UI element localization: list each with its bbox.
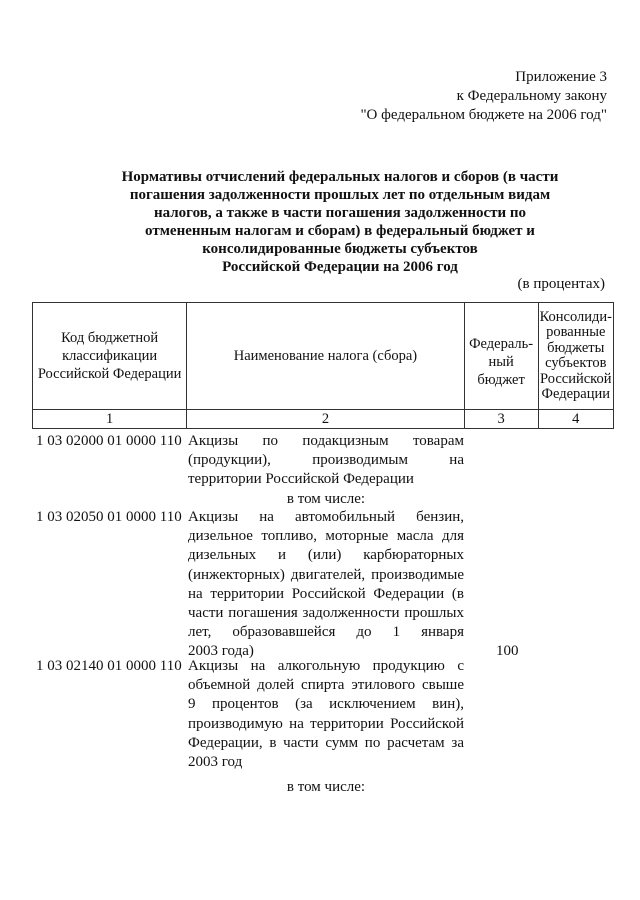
budget-code: 1 03 02000 01 0000 110 [36,433,182,449]
text-line: части погашения задолженности прошлых [188,604,464,621]
header-line: классификации [62,348,158,364]
document-title [80,168,600,276]
text-line: на территории Российской Федерации (в [188,585,464,602]
header-row [33,303,614,410]
title-line: погашения задолженности прошлых лет по отдельным видам [129,187,551,203]
appendix-reference [360,68,607,125]
header-line: рованные [546,324,606,340]
text-line: дизельное топливо, моторные масла для [188,528,464,545]
text-line: производимую на территории Российской [188,715,464,732]
text-line: 9 процентов (за исключением вин), [188,696,464,713]
text-line: Акцизы на автомобильный бензин, [188,509,464,525]
text-line: 2003 года) [188,643,254,660]
title-line: налогов, а также в части погашения задолженности по [153,205,527,221]
budget-code: 1 03 02050 01 0000 110 [36,509,182,525]
header-line: бюджеты [547,339,605,356]
header-name [187,303,464,410]
column-number: 1 [33,410,187,429]
header-line: Код бюджетной [61,330,159,346]
text-line: 2003 год [188,753,243,770]
header-line: Федерации [541,386,611,402]
title-line: Российской Федерации на 2006 год [222,259,458,275]
text-line: Федерации, в части сумм по расчетам за [188,734,464,751]
text-line: (инжекторных) двигателей, производимые [188,566,464,583]
header-line: субъектов [545,355,607,371]
federal-percent: 100 [496,643,519,659]
header-regional [538,303,613,410]
header-line: Российской Федерации [37,366,182,382]
appendix-line: "О федеральном бюджете на 2006 год" [360,107,607,123]
header-line: ный [488,354,514,370]
text-line: территории Российской Федерации [188,471,414,488]
header-code [33,303,187,410]
budget-code: 1 03 02140 01 0000 110 [36,658,182,674]
title-line: Нормативы отчислений федеральных налогов и сборов (в части [121,169,559,185]
text-line: Акцизы на алкогольную продукцию с [188,658,464,674]
header-line: Российской [540,370,612,387]
header-federal [464,303,538,410]
tax-name [188,657,464,797]
including-label: в том числе: [286,490,366,507]
column-number: 3 [464,410,538,429]
column-number-row [33,410,614,429]
appendix-line: к Федеральному закону [456,88,607,104]
header-line: Консолиди- [539,308,612,325]
header-table [32,302,614,429]
tax-name [188,508,464,662]
text-line: лет, образовавшейся до 1 января [188,624,464,641]
header-line: бюджет [477,372,525,388]
title-line: консолидированные бюджеты субъектов [202,241,478,257]
title-line: отмененным налогам и сборам) в федеральный бюджет и [145,223,535,239]
column-number: 4 [538,410,613,429]
text-line: Акцизы по подакцизным товарам [188,433,464,449]
text-line: объемной долей спирта этилового свыше [188,677,464,694]
tax-name [188,432,464,509]
text-line: дизельных и (или) карбюраторных [188,547,464,564]
text-line: (продукции), производимым на [188,452,464,469]
column-number: 2 [187,410,464,429]
header-line: Федераль- [469,336,534,352]
appendix-line: Приложение 3 [515,69,607,85]
unit-note: (в процентах) [517,276,605,292]
including-label: в том числе: [286,779,366,796]
header-line: Наименование налога (сбора) [233,348,418,364]
